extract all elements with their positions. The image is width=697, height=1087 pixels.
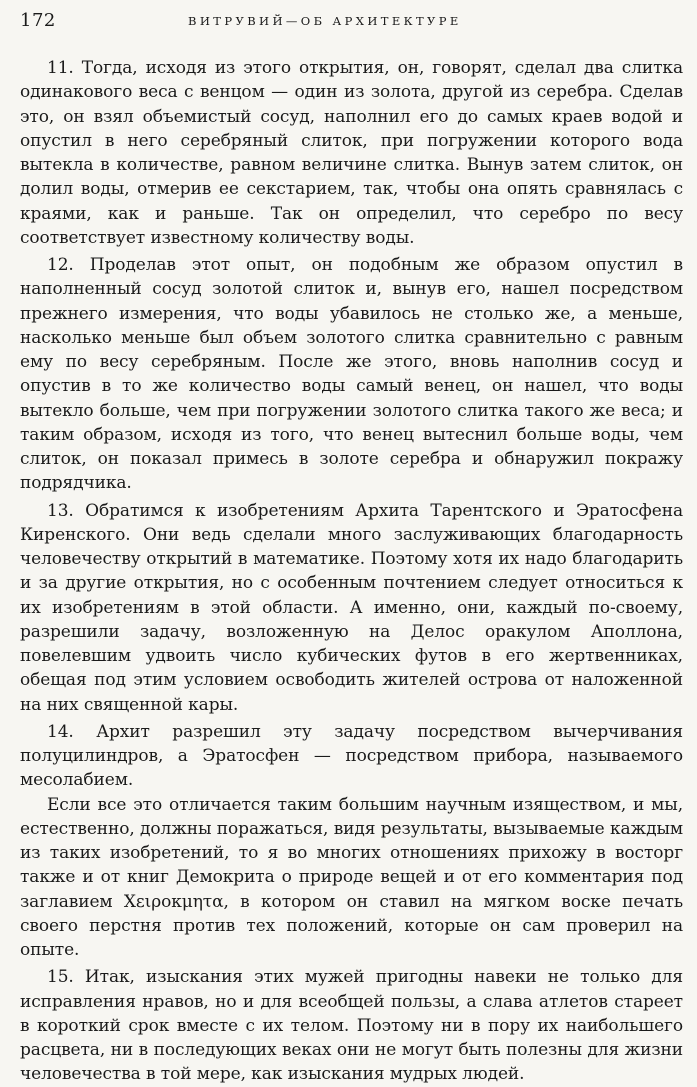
- paragraph-14: 14. Архит разрешил эту задачу посредством вычерчивания полуцилиндров, а Эратосфен — посредством прибора, называемого месолабием.: [20, 721, 683, 791]
- paragraph-12: 12. Проделав этот опыт, он подобным же образом опустил в наполненный сосуд золотой слиток и, вынув его, нашел посредством прежнего измерения, что воды убавилось не столько же, а меньше, насколько меньше был объем золотого слитка сравнительно с равным ему по весу серебряным. После же этого, вновь наполнив сосуд и опустив в то же количество воды самый венец, он нашел, что воды вытекло больше, чем при погружении золотого слитка такого же веса; и таким образом, исходя из того, что венец вытеснил больше воды, чем слиток, он показал примесь в золоте серебра и обнаружил покражу подрядчика.: [20, 255, 683, 494]
- running-head: [20, 8, 683, 34]
- paragraph-11: 11. Тогда, исходя из этого открытия, он, говорят, сделал два слитка одинакового веса с венцом — один из золота, другой из серебра. Сделав это, он взял объемистый сосуд, наполнил его до самых краев водой и опустил в него серебряный слиток, при погружении которого вода вытекла в количестве, равном величине слитка. Вынув затем слиток, он долил воды, отмерив ее секстарием, так, чтобы она опять сравнялась с краями, как и раньше. Так он определил, что серебро по весу соответствует известному количеству воды.: [20, 58, 683, 248]
- running-title: ВИТРУВИЙ—ОБ АРХИТЕКТУРЕ: [188, 14, 462, 28]
- paragraph-13: 13. Обратимся к изобретениям Архита Тарентского и Эратосфена Киренского. Они ведь сделали много заслуживающих благодарность человечеству открытий в математике. Поэтому хотя их надо благодарить и за другие открытия, но с особенным почтением следует относиться к их изобретениям в этой области. А именно, они, каждый по-своему, разрешили задачу, возложенную на Делос оракулом Аполлона, повелевшим удвоить число кубических футов в его жертвенниках, обещая под этим условием освободить жителей острова от наложенной на них священной кары.: [20, 500, 683, 715]
- body-text: [20, 56, 683, 1087]
- page-number: 172: [20, 10, 56, 31]
- paragraph-15: 15. Итак, изыскания этих мужей пригодны навеки не только для исправления нравов, но и для всеобщей пользы, а слава атлетов стареет в короткий срок вместе с их телом. Поэтому ни в пору их наибольшего расцвета, ни в последующих веках они не могут быть полезны для жизни человечества в той мере, как изыскания мудрых людей.: [20, 967, 683, 1085]
- paragraph-14-continued: Если все это отличается таким большим научным изяществом, и мы, естественно, должны поражаться, видя результаты, вызываемые каждым из таких изобретений, то я во многих отношениях прихожу в восторг также и от книг Демокрита о природе вещей и от его комментария под заглавием Χειροκμητα, в котором он ставил на мягком воске печать своего перстня против тех положений, которые он сам проверил на опыте.: [20, 794, 683, 960]
